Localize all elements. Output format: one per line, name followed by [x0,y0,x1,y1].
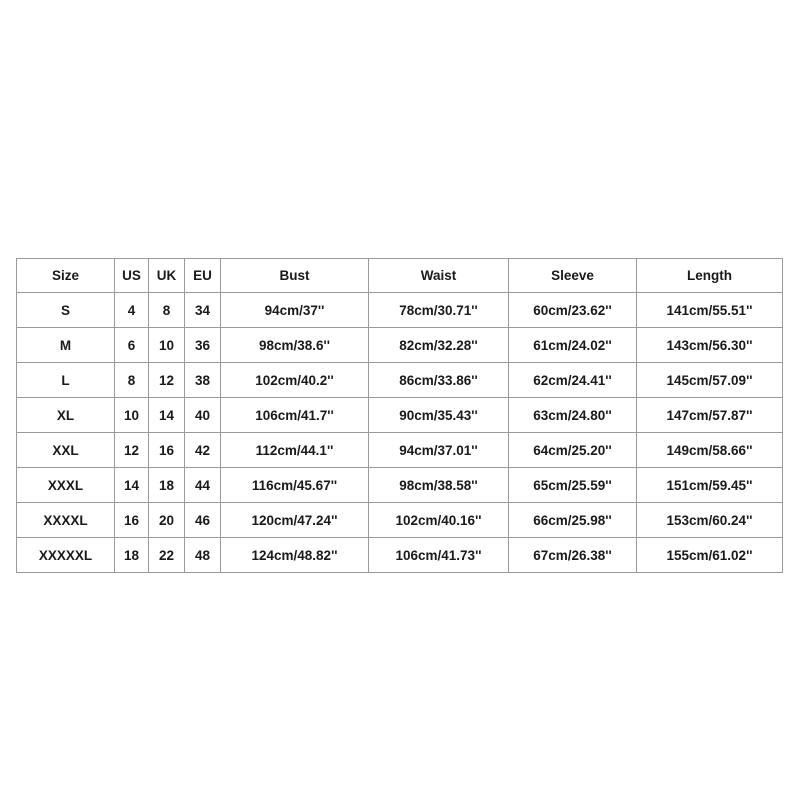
header-length: Length [637,259,783,293]
cell-length: 141cm/55.51'' [637,293,783,328]
cell-bust: 120cm/47.24'' [221,503,369,538]
cell-eu: 46 [185,503,221,538]
cell-length: 153cm/60.24'' [637,503,783,538]
cell-bust: 98cm/38.6'' [221,328,369,363]
header-eu: EU [185,259,221,293]
cell-uk: 22 [149,538,185,573]
cell-length: 143cm/56.30'' [637,328,783,363]
size-chart-table [16,258,783,573]
table-row [17,293,783,328]
cell-bust: 124cm/48.82'' [221,538,369,573]
cell-size: XXXXL [17,503,115,538]
header-uk: UK [149,259,185,293]
table-row [17,538,783,573]
table-header-row [17,259,783,293]
cell-us: 8 [115,363,149,398]
cell-us: 16 [115,503,149,538]
cell-bust: 112cm/44.1'' [221,433,369,468]
cell-waist: 86cm/33.86'' [369,363,509,398]
cell-sleeve: 61cm/24.02'' [509,328,637,363]
table-row [17,398,783,433]
cell-waist: 94cm/37.01'' [369,433,509,468]
cell-size: XXL [17,433,115,468]
cell-us: 4 [115,293,149,328]
cell-sleeve: 65cm/25.59'' [509,468,637,503]
cell-sleeve: 66cm/25.98'' [509,503,637,538]
header-bust: Bust [221,259,369,293]
cell-waist: 90cm/35.43'' [369,398,509,433]
cell-uk: 10 [149,328,185,363]
cell-uk: 12 [149,363,185,398]
table-row [17,433,783,468]
cell-waist: 102cm/40.16'' [369,503,509,538]
cell-sleeve: 62cm/24.41'' [509,363,637,398]
header-us: US [115,259,149,293]
cell-size: S [17,293,115,328]
cell-size: L [17,363,115,398]
cell-length: 155cm/61.02'' [637,538,783,573]
cell-eu: 38 [185,363,221,398]
cell-waist: 82cm/32.28'' [369,328,509,363]
table-row [17,503,783,538]
cell-eu: 40 [185,398,221,433]
cell-size: XXXL [17,468,115,503]
cell-eu: 34 [185,293,221,328]
cell-us: 6 [115,328,149,363]
cell-us: 18 [115,538,149,573]
cell-sleeve: 63cm/24.80'' [509,398,637,433]
cell-uk: 8 [149,293,185,328]
cell-uk: 16 [149,433,185,468]
cell-waist: 106cm/41.73'' [369,538,509,573]
cell-eu: 48 [185,538,221,573]
cell-uk: 14 [149,398,185,433]
cell-eu: 36 [185,328,221,363]
cell-bust: 94cm/37'' [221,293,369,328]
cell-us: 10 [115,398,149,433]
cell-sleeve: 67cm/26.38'' [509,538,637,573]
cell-length: 151cm/59.45'' [637,468,783,503]
cell-waist: 78cm/30.71'' [369,293,509,328]
cell-bust: 106cm/41.7'' [221,398,369,433]
header-size: Size [17,259,115,293]
cell-us: 12 [115,433,149,468]
cell-bust: 102cm/40.2'' [221,363,369,398]
table-row [17,328,783,363]
cell-size: XXXXXL [17,538,115,573]
cell-eu: 44 [185,468,221,503]
cell-size: M [17,328,115,363]
cell-us: 14 [115,468,149,503]
cell-length: 145cm/57.09'' [637,363,783,398]
cell-sleeve: 60cm/23.62'' [509,293,637,328]
cell-uk: 18 [149,468,185,503]
cell-uk: 20 [149,503,185,538]
table-row [17,363,783,398]
cell-length: 147cm/57.87'' [637,398,783,433]
cell-bust: 116cm/45.67'' [221,468,369,503]
header-sleeve: Sleeve [509,259,637,293]
header-waist: Waist [369,259,509,293]
table-row [17,468,783,503]
cell-eu: 42 [185,433,221,468]
cell-size: XL [17,398,115,433]
cell-sleeve: 64cm/25.20'' [509,433,637,468]
cell-length: 149cm/58.66'' [637,433,783,468]
cell-waist: 98cm/38.58'' [369,468,509,503]
